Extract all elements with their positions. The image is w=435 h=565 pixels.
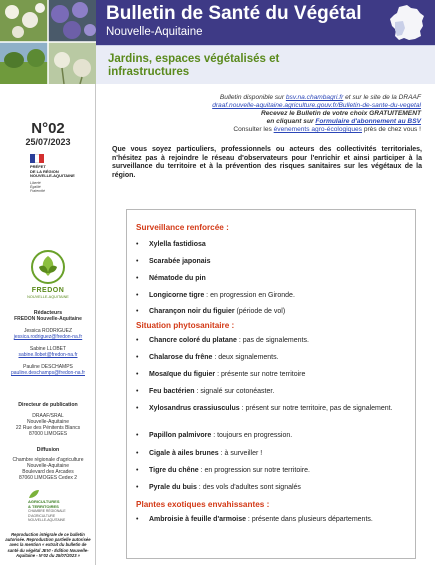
item-name: Papillon palmivore [149, 432, 212, 439]
list-item: • Chalarose du frêne : deux signalements. [136, 354, 279, 361]
item-name: Tigre du chêne [149, 467, 199, 474]
item-name: Xylella fastidiosa [149, 241, 206, 248]
person-email-link[interactable]: pauline.deschamps@fredon-na.fr [10, 370, 85, 376]
item-note: : en progression sur notre territoire. [198, 467, 310, 474]
item-name: Feu bactérien [149, 388, 195, 395]
item-note: : signalé sur cotonéaster. [194, 388, 275, 395]
list-item: • Xylella fastidiosa [136, 241, 206, 248]
item-name: Scarabée japonais [149, 258, 211, 265]
bulletin-theme: Jardins, espaces végétalisés et infrastructures [108, 53, 280, 78]
chambre-logo-line: NOUVELLE-AQUITAINE [28, 518, 66, 523]
subscription-form-link[interactable]: Formulaire d'abonnement au BSV [315, 118, 421, 125]
list-item: • Charançon noir du figuier (période de vol) [136, 308, 286, 315]
diffusion-line: Nouvelle-Aquitaine [27, 463, 69, 469]
diffusion-block [2, 447, 94, 481]
person-name: Pauline DESCHAMPS [23, 364, 73, 370]
republic-flag-icon [30, 154, 44, 163]
left-sidebar [0, 84, 96, 565]
item-note: : deux signalements. [212, 354, 279, 361]
item-name: Charançon noir du figuier [149, 308, 235, 315]
item-name: Chalarose du frêne [149, 354, 213, 361]
summary-box [126, 209, 416, 559]
list-item: • Feu bactérien : signalé sur cotonéaster. [136, 388, 275, 395]
redacteurs-org: FREDON Nouvelle-Aquitaine [14, 316, 82, 322]
subscribe-prefix: en cliquant sur [266, 118, 316, 125]
item-note: : des vols d'adultes sont signalés [196, 484, 301, 491]
section-title-surveillance: Surveillance renforcée : [136, 223, 229, 232]
item-note: : en progression en Gironde. [204, 292, 295, 299]
fredon-logo-sub: NOUVELLE-AQUITAINE [27, 295, 69, 299]
director-block [2, 402, 94, 437]
diffusion-line: 87060 LIMOGES Cedex 2 [18, 475, 78, 481]
availability-line-1 [111, 94, 421, 102]
issue-date: 25/07/2023 [25, 137, 71, 147]
director-line: 87000 LIMOGES [28, 431, 68, 437]
item-name: Chancre coloré du platane [149, 337, 237, 344]
chambre-logo-line: AGRICULTURES [28, 499, 60, 504]
fredon-logo-name: FREDON [31, 287, 65, 294]
item-name: Pyrale du buis [149, 484, 197, 491]
prefet-line-1: PRÉFET [30, 164, 46, 169]
diffusion-line: Boulevard des Arcades [22, 469, 74, 475]
item-name: Ambroisie à feuille d'armoise [149, 516, 246, 523]
item-note: : présent sur notre territoire, pas de signalement. [239, 405, 393, 412]
intro-paragraph: Que vous soyez particuliers, professionnels ou acteurs des collectivités territoriales, n'hésitez pas à rejoindre le réseau d'observateurs pour l'enrichir et ainsi participer à la surveillance du territoire et à la prévention des risques sanitaires sur les végétaux de la région. [112, 146, 422, 179]
prefet-logo [30, 154, 90, 193]
reproduction-notice: Reproduction intégrale de ce bulletin autorisée. Reproduction partielle autorisée avec la mention « extrait du bulletin de santé du végétal JEVI - Édition Nouvelle-Aquitaine - N°02 du 25/07/2023 » [5, 532, 91, 558]
motto-2: Égalité [30, 184, 41, 189]
motto-1: Liberté [30, 180, 41, 185]
list-item: • Nématode du pin [136, 275, 206, 282]
list-item: • Mosaïque du figuier : présente sur notre territoire [136, 371, 306, 378]
chambre-logo-line: CHAMBRE RÉGIONALE [28, 509, 66, 514]
availability-text: et sur le site de la DRAAF [343, 94, 421, 101]
section-title-phytosanitaire: Situation phytosanitaire : [136, 321, 235, 330]
item-note: : pas de signalements. [236, 337, 309, 344]
item-note: : toujours en progression. [211, 432, 293, 439]
redacteurs-heading: Rédacteurs [33, 310, 63, 316]
redacteurs-block [2, 310, 94, 376]
main-content [96, 84, 435, 565]
list-item: • Papillon palmivore : toujours en progression. [136, 432, 293, 439]
list-item: • Xylosandrus crassiusculus : présent sur notre territoire, pas de signalement. [136, 405, 393, 412]
item-name: Cigale à ailes brunes [149, 450, 219, 457]
director-line: Nouvelle-Aquitaine [27, 419, 69, 425]
item-note: : présente dans plusieurs départements. [245, 516, 373, 523]
item-note: : à surveiller ! [218, 450, 263, 457]
page-header [0, 0, 435, 84]
prefet-line-3: NOUVELLE-AQUITAINE [30, 173, 75, 179]
director-line: DRAAF/SRAL [32, 413, 64, 419]
director-line: 22 Rue des Pénitents Blancs [15, 425, 81, 431]
header-photo-collage [0, 0, 96, 84]
director-heading: Directeur de publication [18, 402, 78, 408]
motto-3: Fraternité [30, 188, 45, 193]
prefet-motto [30, 181, 90, 193]
list-item: • Tigre du chêne : en progression sur notre territoire. [136, 467, 310, 474]
fredon-leaf-icon [30, 249, 66, 285]
list-item: • Chancre coloré du platane : pas de signalements. [136, 337, 309, 344]
draaf-site-link[interactable]: draaf.nouvelle-aquitaine.agriculture.gouv.fr/Bulletin-de-sante-du-vegetal [212, 102, 421, 109]
diffusion-line: Chambre régionale d'agriculture [12, 457, 84, 463]
theme-bar [96, 45, 435, 84]
diffusion-heading: Diffusion [36, 447, 60, 453]
availability-text: Bulletin disponible sur [219, 94, 286, 101]
list-item: • Ambroisie à feuille d'armoise : présente dans plusieurs départements. [136, 516, 373, 523]
person-name: Jessica RODRIGUEZ [23, 328, 73, 334]
chambre-logo-line: & TERRITOIRES [28, 503, 59, 509]
events-suffix: près de chez vous ! [361, 126, 421, 133]
person-email-link[interactable]: sabine.llobet@fredon-na.fr [18, 352, 78, 358]
events-prefix: Consulter les [233, 126, 274, 133]
item-name: Xylosandrus crassiusculus [149, 405, 240, 412]
item-name: Nématode du pin [149, 275, 206, 282]
section-title-exotiques: Plantes exotiques envahissantes : [136, 500, 270, 509]
item-name: Mosaïque du figuier [149, 371, 216, 378]
list-item: • Pyrale du buis : des vols d'adultes sont signalés [136, 484, 301, 491]
list-item: • Longicorne tigre : en progression en Gironde. [136, 292, 295, 299]
issue-number: N°02 [31, 120, 65, 137]
prefet-line-2: DE LA RÉGION [30, 168, 59, 174]
region-name: Nouvelle-Aquitaine [106, 26, 203, 38]
item-note: : présente sur notre territoire [215, 371, 306, 378]
item-note: (période de vol) [234, 308, 286, 315]
list-item: • Cigale à ailes brunes : à surveiller ! [136, 450, 263, 457]
chambre-logo-line: D'AGRICULTURE [28, 513, 56, 518]
person-name: Sabine LLOBET [29, 346, 67, 352]
bulletin-title: Bulletin de Santé du Végétal [106, 3, 362, 24]
list-item: • Scarabée japonais [136, 258, 211, 265]
availability-block [111, 94, 421, 134]
chambre-agriculture-logo [28, 489, 72, 523]
subscribe-notice: Recevez le Bulletin de votre choix GRATUITEMENT [261, 110, 421, 117]
item-name: Longicorne tigre [149, 292, 205, 299]
agroecology-events-link[interactable]: évenements agro-écologiques [273, 126, 362, 133]
bsv-site-link[interactable]: bsv.na.chambagri.fr [285, 94, 344, 101]
chambre-leaf-icon [28, 489, 40, 499]
france-map-icon [387, 4, 427, 42]
person-email-link[interactable]: jessica.rodriguez@fredon-na.fr [13, 334, 83, 340]
title-banner [96, 0, 435, 45]
